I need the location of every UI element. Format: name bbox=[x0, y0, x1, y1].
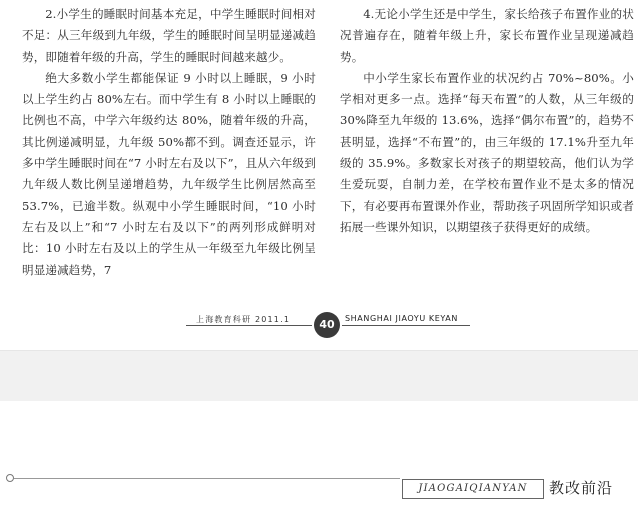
right-column bbox=[340, 4, 634, 238]
journal-name-en: SHANGHAI JIAOYU KEYAN bbox=[345, 314, 458, 323]
next-page bbox=[0, 401, 638, 508]
page-footer bbox=[0, 312, 638, 340]
footer-rule-right bbox=[342, 325, 470, 326]
page-number-badge: 40 bbox=[314, 312, 340, 338]
left-column bbox=[22, 4, 316, 281]
section-latin-title: JIAOGAIQIANYAN bbox=[402, 479, 544, 499]
left-paragraph-2: 绝大多数小学生都能保证 9 小时以上睡眠，9 小时以上学生约占 80%左右。而中学生有 8 小时以上睡眠的比例也不高，中学六年级约达 80%，随着年级的升高，其比例递减明显，九年级 50%都不到。调查还显示，许多中学生睡眠时间在“7 小时左右及以下”，且从六年级到九年级人数比例呈递增趋势，九年级学生比例居然高至 53.7%，已逾半数。纵观中小学生睡眠时间，“10 小时左右及以上”和“7 小时左右及以下”的两列形成鲜明对比：10 小时左右及以上的学生从一年级至九年级比例呈明显递减趋势，7 bbox=[22, 70, 316, 277]
page-gap bbox=[0, 350, 638, 401]
section-title: 教改前沿 bbox=[549, 479, 614, 497]
left-paragraph-1: 2.小学生的睡眠时间基本充足，中学生睡眠时间相对不足：从三年级到九年级，学生的睡眠时间呈明显递减趋势，即随着年级的升高，学生的睡眠时间越来越少。 bbox=[22, 7, 316, 64]
header-rule bbox=[14, 478, 400, 479]
right-paragraph-2: 中小学生家长布置作业的状况约占 70%~80%。小学相对更多一点。选择“每天布置”的人数，从三年级的 30%降至九年级的 13.6%，选择“偶尔布置”的，趋势不甚明显，选择“不布置”的，由三年级的 17.1%升至九年级的 35.9%。多数家长对孩子的期望较高，他们认为学生爱玩耍，自制力差，在学校布置作业不是太多的情况下，有必要再布置课外作业，帮助孩子巩固所学知识或者拓展一些课外知识，以期望孩子获得更好的成绩。 bbox=[340, 70, 634, 234]
circle-ornament-icon bbox=[6, 474, 14, 482]
journal-name-cn: 上海教育科研 2011.1 bbox=[196, 315, 291, 324]
right-paragraph-1: 4.无论小学生还是中学生，家长给孩子布置作业的状况普遍存在，随着年级上升，家长布置作业呈现递减趋势。 bbox=[340, 7, 634, 64]
footer-rule-left bbox=[186, 325, 312, 326]
